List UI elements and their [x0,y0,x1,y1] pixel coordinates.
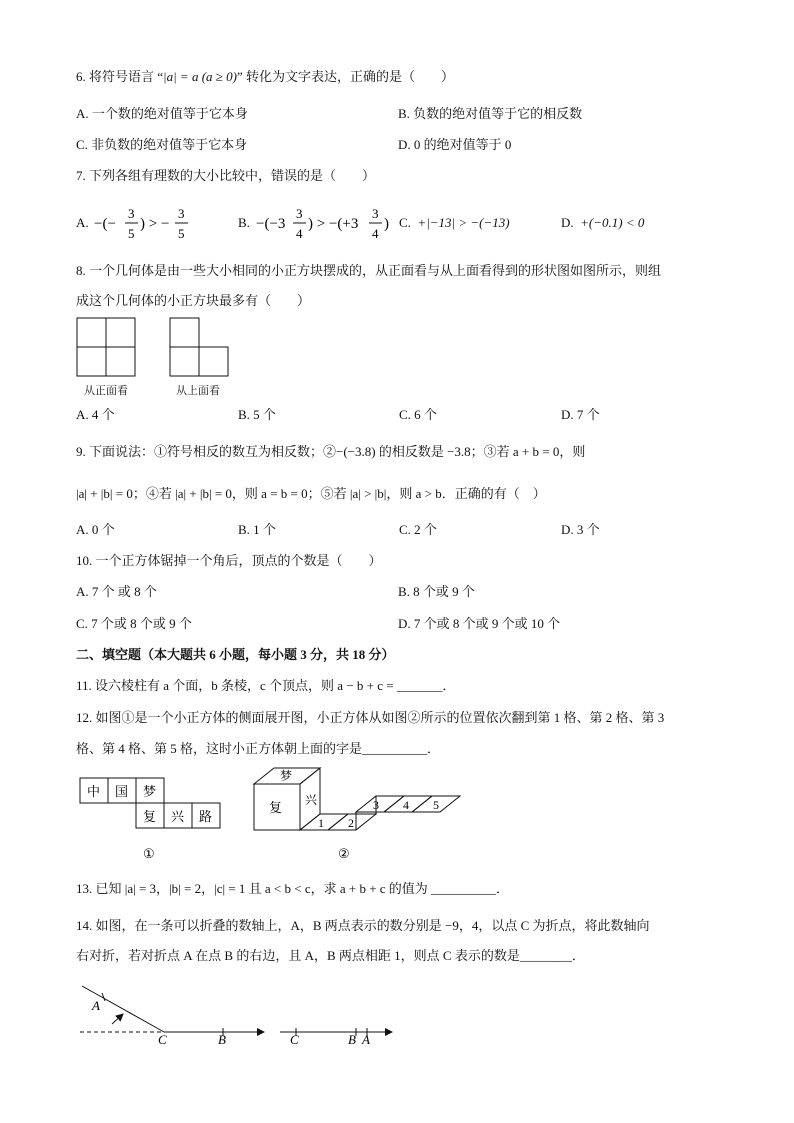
top-view-grid [170,318,228,376]
svg-text:3: 3 [128,206,135,221]
q9-option-d: D. 3 个 [561,522,600,537]
q6-stem [76,68,454,86]
q10-option-a: A. 7 个 或 8 个 [76,584,157,599]
q6-option-d: D. 0 的绝对值等于 0 [398,137,512,152]
q9-option-c: C. 2 个 [399,522,437,537]
q12-stem-line2: 格、第 4 格、第 5 格，这时小正方体朝上面的字是__________． [76,741,441,756]
label-b-right: B [348,1032,356,1047]
q10-stem: 10. 一个正方体锯掉一个角后，顶点的个数是（ ） [76,553,382,568]
q7-stem: 7. 下列各组有理数的大小比较中，错误的是（ ） [76,168,376,183]
label-a-left: A [92,998,100,1013]
cell-label-1: 1 [318,816,324,830]
q7-expr-a [92,200,192,246]
net-cell-3: 梦 [143,784,157,799]
q7-expr-d: +(−0.1) < 0 [580,215,645,230]
q14-stem-line2: 右对折，若对折点 A 在点 B 的右边，且 A，B 两点相距 1，则点 C 表示的数是________． [76,948,585,963]
q7-option-d [561,214,644,232]
q6-option-b: B. 负数的绝对值等于它的相反数 [398,106,583,121]
cube-top-face: 梦 [280,769,293,783]
net-cell-1: 中 [87,784,101,799]
cell-label-5: 5 [433,798,439,812]
q7-option-d-label: D. [561,215,574,230]
svg-text:) > −(+3: ) > −(+3 [308,216,359,232]
caption-top-view: 从上面看 [176,385,220,397]
net-cell-4: 复 [143,809,157,824]
q12-figure [76,766,476,866]
label-a-right: A [362,1032,370,1047]
q9-stem-line2: |a| + |b| = 0；④若 |a| + |b| = 0，则 a = b = 0；⑤若 |a| > |b|，则 a > b．正确的有（ ） [76,486,546,501]
q9-stem-line1: 9. 下面说法：①符号相反的数互为相反数；②−(−3.8) 的相反数是 −3.8；③若 a + b = 0，则 [76,444,586,459]
cube-front-face: 复 [269,800,283,815]
front-view-grid [77,318,135,376]
caption-front-view: 从正面看 [84,385,128,397]
q8-stem-line2: 成这个几何体的小正方块最多有（ ） [76,293,311,308]
svg-text:−(−3: −(−3 [256,216,286,232]
q13-stem: 13. 已知 |a| = 3，|b| = 2，|c| = 1 且 a < b < c，求 a + b + c 的值为 __________． [76,881,510,896]
q10-option-c: C. 7 个或 8 个或 9 个 [76,616,192,631]
fig1-label: ① [143,846,155,861]
q12-stem-line1: 12. 如图①是一个小正方体的侧面展开图，小正方体从如图②所示的位置依次翻到第 1 格、第 2 格、第 3 [76,710,665,725]
q14-figure [76,980,406,1050]
q8-option-c: C. 6 个 [399,407,437,422]
q7-expr-b [254,200,394,246]
q14-stem-line1: 14. 如图，在一条可以折叠的数轴上，A，B 两点表示的数分别是 −9，4，以点 C 为折点，将此数轴向 [76,918,650,933]
cube-side-face: 兴 [305,793,318,807]
label-c-right: C [290,1032,299,1047]
q6-stem-suffix: ” 转化为文字表达，正确的是（ ） [237,69,455,84]
svg-text:3: 3 [372,206,379,221]
q9-option-a: A. 0 个 [76,522,115,537]
q9-option-b: B. 1 个 [238,522,276,537]
q10-option-d: D. 7 个或 8 个或 9 个或 10 个 [398,616,561,631]
net-cell-2: 国 [115,784,129,799]
svg-text:3: 3 [296,206,303,221]
svg-text:3: 3 [178,206,185,221]
svg-text:−(−: −(− [94,216,116,232]
net-cell-5: 兴 [171,809,185,824]
q7-option-c [399,214,510,232]
svg-text:) > −: ) > − [140,216,170,232]
q8-option-a: A. 4 个 [76,407,115,422]
svg-text:5: 5 [128,226,135,241]
label-c-left: C [158,1032,167,1047]
q6-option-c: C. 非负数的绝对值等于它本身 [76,137,248,152]
q6-option-a: A. 一个数的绝对值等于它本身 [76,106,248,121]
svg-text:5: 5 [178,226,185,241]
cell-label-2: 2 [348,816,354,830]
svg-text:): ) [384,216,389,232]
q11-stem: 11. 设六棱柱有 a 个面，b 条棱，c 个顶点，则 a − b + c = _______． [76,678,456,693]
fig2-label: ② [338,846,350,861]
q8-option-b: B. 5 个 [238,407,276,422]
q7-option-b-label: B. [238,215,250,230]
label-b-left: B [218,1032,226,1047]
net-cell-6: 路 [199,809,213,824]
q8-stem-line1: 8. 一个几何体是由一些大小相同的小正方块摆成的，从正面看与从上面看得到的形状图如图所示，则组 [76,263,662,278]
svg-text:4: 4 [372,226,379,241]
svg-text:4: 4 [296,226,303,241]
q7-option-c-label: C. [399,215,411,230]
q7-expr-c: +|−13| > −(−13) [417,215,510,230]
q6-stem-prefix: 6. 将符号语言 “ [76,69,164,84]
q8-option-d: D. 7 个 [561,407,600,422]
cell-label-4: 4 [403,798,409,812]
q10-option-b: B. 8 个或 9 个 [398,584,475,599]
q7-option-a-label: A. [76,215,89,230]
section-heading-fill-blank: 二、填空题（本大题共 6 小题，每小题 3 分，共 18 分） [76,647,395,662]
cell-label-3: 3 [373,798,379,812]
q6-symbol: |a| = a (a ≥ 0) [163,69,237,84]
